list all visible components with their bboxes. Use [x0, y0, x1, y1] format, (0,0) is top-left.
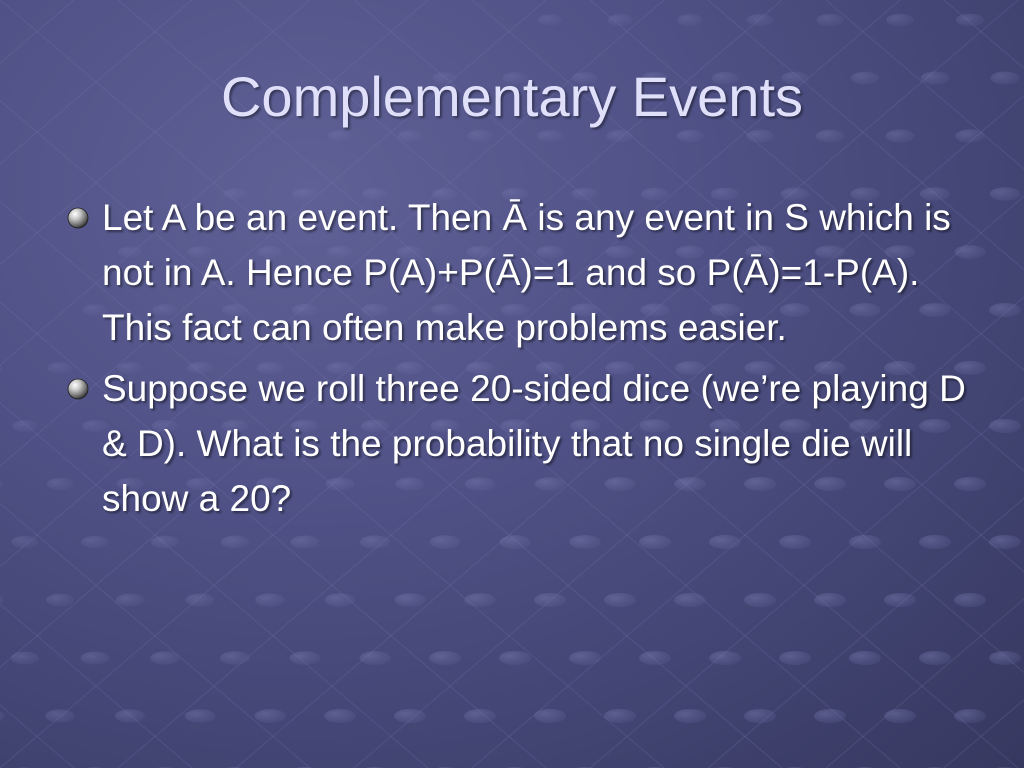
background-dot [81, 536, 109, 549]
background-dot [919, 651, 951, 665]
background-dot [886, 14, 914, 27]
background-dot [639, 535, 671, 549]
background-dot [290, 651, 321, 665]
background-dot [151, 536, 179, 549]
background-dot [464, 709, 496, 723]
background-dot [954, 593, 986, 607]
background-dot [115, 709, 145, 722]
sphere-bullet-icon [66, 206, 90, 230]
background-dot [709, 651, 741, 665]
background-dot [46, 594, 74, 607]
background-dot [500, 535, 531, 549]
slide-title: Complementary Events [220, 65, 803, 128]
background-dot [709, 535, 741, 549]
background-dot [116, 594, 145, 607]
background-dot [150, 651, 180, 664]
background-dot [254, 709, 285, 723]
background-dot [255, 593, 285, 606]
background-dot [185, 593, 214, 606]
bullet-list [102, 190, 982, 532]
background-dot [464, 593, 495, 607]
background-dot [919, 535, 951, 549]
background-dot [604, 593, 636, 607]
background-dot [814, 593, 846, 607]
background-dot [12, 536, 39, 548]
background-dot [989, 419, 1021, 433]
background-dot [290, 535, 319, 548]
background-dot [80, 651, 109, 664]
background-dot [325, 593, 355, 606]
background-dot [744, 593, 776, 607]
background-dot [779, 535, 811, 549]
background-dot [359, 651, 390, 665]
sphere-bullet-icon [66, 377, 90, 401]
background-dot [747, 14, 773, 26]
background-dot [11, 652, 39, 665]
background-dot [45, 709, 74, 722]
background-dot [0, 478, 3, 490]
background-dot [674, 709, 706, 723]
background-dot [744, 709, 776, 723]
background-dot [12, 420, 38, 432]
background-dot [849, 535, 881, 549]
background-dot [47, 478, 74, 490]
background-dot [430, 535, 460, 548]
background-dot [534, 593, 566, 607]
bullet-item [102, 190, 982, 355]
background-dot [538, 14, 563, 26]
background-dot [639, 651, 671, 665]
background-dot [604, 709, 636, 723]
background-dot [395, 593, 426, 607]
background-dot [989, 651, 1021, 665]
bullet-text: Suppose we roll three 20-sided dice (we’re playing D & D). What is the probability that no single die will show a 20? [102, 368, 966, 519]
background-dot [429, 651, 461, 665]
background-dot [816, 14, 843, 26]
background-dot [990, 187, 1021, 201]
background-dot [779, 651, 811, 665]
background-dot [884, 709, 916, 723]
background-dot [360, 535, 390, 548]
background-dot [324, 709, 356, 723]
bullet-text: Let A be an event. Then Ā is any event in S which is not in A. Hence P(A)+P(Ā)=1 and so P(Ā)=1-P(A). This fact can often make problems easier. [102, 197, 951, 348]
background-dot [954, 709, 986, 723]
background-dot [814, 709, 846, 723]
background-dot [989, 535, 1021, 549]
background-dot [47, 362, 72, 374]
background-dot [674, 593, 706, 607]
background-dot [220, 651, 250, 664]
background-dot [884, 593, 916, 607]
background-dot [569, 535, 601, 549]
background-dot [185, 709, 216, 723]
background-dot [221, 536, 250, 549]
background-dot [989, 303, 1021, 317]
background-dot [499, 651, 531, 665]
background-dot [849, 651, 881, 665]
background-dot [534, 709, 566, 723]
background-dot [607, 14, 632, 26]
background-dot [0, 710, 4, 723]
background-dot [956, 14, 984, 27]
bullet-item [102, 361, 982, 526]
background-dot [677, 14, 703, 26]
background-dot [394, 709, 426, 723]
background-dot [569, 651, 601, 665]
